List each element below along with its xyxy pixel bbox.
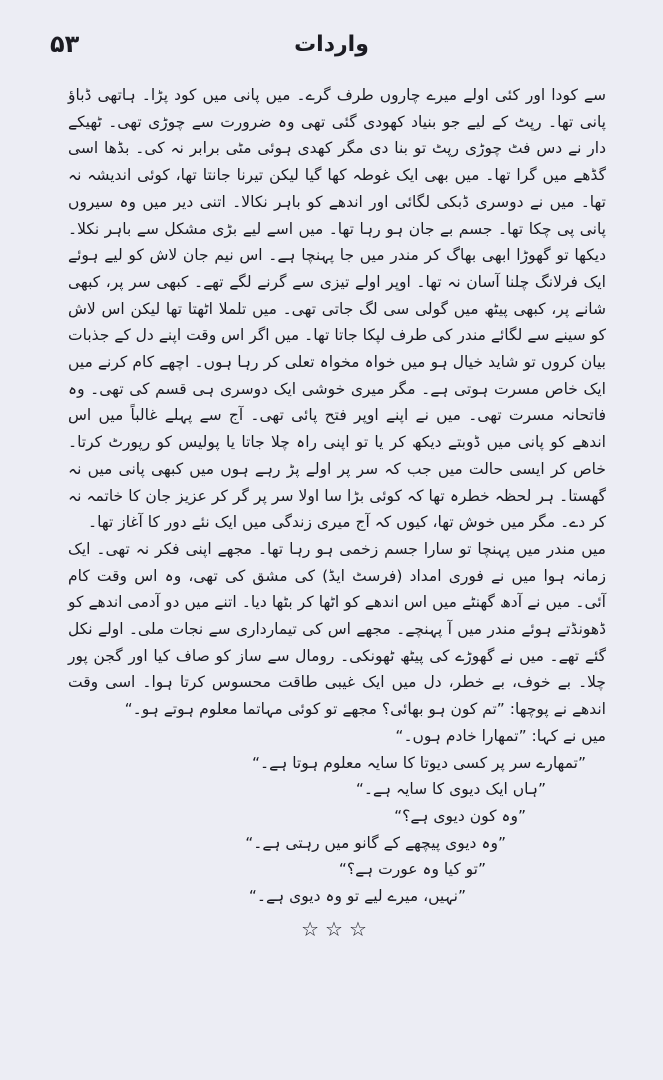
dialogue-line: ”تمھارے سر پر کسی دیوتا کا سایہ معلوم ہوتا ہے۔“ (252, 753, 586, 772)
paragraph: میں مندر میں پہنچا تو سارا جسم زخمی ہو رہا تھا۔ مجھے اپنی فکر نہ تھی۔ ایک زمانہ ہوا میں نے فوری امداد (فرسٹ ایڈ) کی مشق کی تھی، وہ اس وقت کام آئی۔ میں نے آدھ گھنٹے میں اس اندھے کو اٹھا کر بٹھا دیا۔ اتنے میں دو آدمی اندھے کو ڈھونڈتے ہوئے مندر میں آ پہنچے۔ مجھے اس کی تیمارداری سے نجات ملی۔ اولے نکل گئے تھے۔ میں نے گھوڑے کی پیٹھ ٹھونکی۔ رومال سے ساز کو صاف کیا اور گجن پور چلا۔ بے خوف، بے خطر، دل میں ایک غیبی طاقت محسوس کرتا ہوا۔ اسی وقت اندھے نے پوچھا: ”تم کون ہو بھائی؟ مجھے تو کوئی مہاتما معلوم ہوتے ہو۔“ (68, 539, 606, 719)
page-number: ۵۳ (50, 30, 80, 58)
dialogue-line: ”ہاں ایک دیوی کا سایہ ہے۔“ (355, 780, 546, 799)
section-break-stars: ☆☆☆ (301, 916, 373, 941)
paragraph: سے کودا اور کئی اولے میرے چاروں طرف گرے۔ میں پانی میں کود پڑا۔ ہاتھی ڈباؤ پانی تھا۔ رپٹ کے لیے جو بنیاد کھودی گئی تھی وہ ضرورت سے چوڑی تھی۔ ٹھیکے دار نے دس فٹ چوڑی رپٹ تو بنا دی مگر کھدی ہوئی مٹی برابر نہ کی۔ بڈھا اسی گڈھے میں گرا تھا۔ میں بھی ایک غوطہ کھا گیا لیکن تیرنا جانتا تھا، کوئی اندیشہ نہ تھا۔ میں نے دوسری ڈبکی لگائی اور اندھے کو باہر نکالا۔ اتنی دیر میں وہ سیروں پانی پی چکا تھا۔ جسم بے جان ہو رہا تھا۔ میں اسے لیے بڑی مشکل سے باہر نکلا۔ دیکھا تو گھوڑا ابھی بھاگ کر مندر میں جا پہنچا ہے۔ اس نیم جان لاش کو لیے ہوئے ایک فرلانگ چلنا آسان نہ تھا۔ اوپر اولے تیزی سے گرنے لگے تھے۔ کبھی سر پر، کبھی شانے پر، کبھی پیٹھ میں گولی سی لگ جاتی تھی۔ میں تلملا اٹھتا تھا لیکن اس لاش کو سینے سے لگائے مندر کی طرف لپکا جاتا تھا۔ میں اگر اس وقت اپنے دل کے جذبات بیان کروں تو شاید خیال ہو میں خواہ مخواہ تعلی کر رہا ہوں۔ اچھے کام کرنے میں ایک خاص مسرت ہوتی ہے۔ مگر میری خوشی ایک دوسری ہی قسم کی تھی۔ وہ فاتحانہ مسرت تھی۔ میں نے اپنے اوپر فتح پائی تھی۔ آج سے پہلے غالباً میں اس اندھے کو پانی میں ڈوبتے دیکھ کر یا تو اپنی راہ چلا جاتا یا پولیس کو رپورٹ کرتا۔ خاص کر ایسی حالت میں جب کہ سر پر اولے پڑ رہے ہوں میں کبھی پانی میں نہ گھستا۔ ہر لحظہ خطرہ تھا کہ کوئی بڑا سا اولا سر پر گر کر عزیز جان کا خاتمہ نہ کر دے۔ مگر میں خوش تھا، کیوں کہ آج میری زندگی میں ایک نئے دور کا آغاز تھا۔ (68, 86, 606, 532)
dialogue-line: ”وہ دیوی پیچھے کے گانو میں رہتی ہے۔“ (245, 833, 506, 852)
dialogue-line: ”تو کیا وہ عورت ہے؟“ (338, 860, 486, 879)
page-body (68, 82, 606, 943)
running-title: واردات (294, 32, 369, 57)
dialogue-line: ”وہ کون دیوی ہے؟“ (394, 806, 526, 825)
dialogue-line: میں نے کہا: ”تمھارا خادم ہوں۔“ (395, 726, 606, 745)
dialogue-line: ”نہیں، میرے لیے تو وہ دیوی ہے۔“ (248, 887, 466, 906)
